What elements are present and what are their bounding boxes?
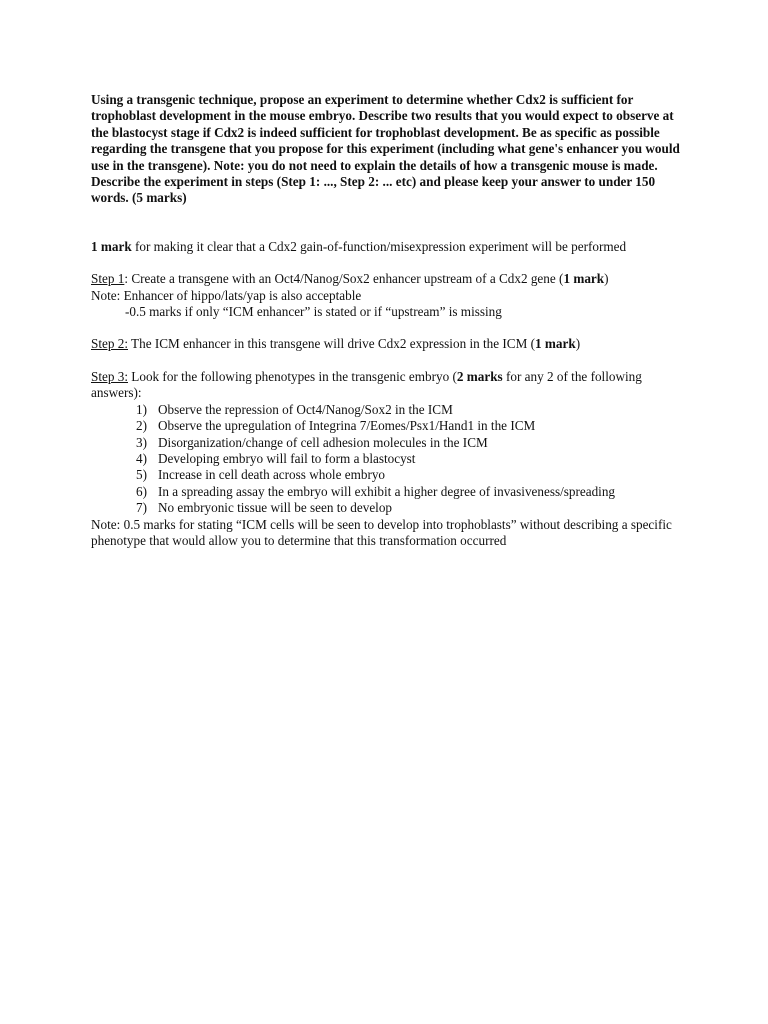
step-2-line [91, 336, 681, 352]
list-item [91, 402, 681, 418]
list-item [91, 451, 681, 467]
step-1-text: Create a transgene with an Oct4/Nanog/Sox2 enhancer upstream of a Cdx2 gene ( [131, 271, 564, 287]
list-item [91, 484, 681, 500]
list-item-text: In a spreading assay the embryo will exhibit a higher degree of invasiveness/spreading [158, 483, 616, 499]
step-3-text-2: for any 2 of the following answers): [91, 368, 642, 401]
list-item-number: 2) [136, 418, 147, 434]
question-text: Using a transgenic technique, propose an experiment to determine whether Cdx2 is sufficient for trophoblast development in the mouse embryo. Describe two results that you would expect to observe at the blastocyst stage if Cdx2 is indeed sufficient for trophoblast development. Be as specific as possible regarding the transgene that you propose for this experiment (including what gene's enhancer you would use in the transgene). Note: you do not need to explain the details of how a transgenic mouse is made. Describe the experiment in steps (Step 1: ..., Step 2: ... etc) and please keep your answer to under 150 words. (5 marks) [91, 92, 680, 206]
phenotype-list [91, 402, 681, 517]
step-1-close: ) [604, 271, 609, 287]
intro-criterion [91, 239, 681, 255]
intro-mark: 1 mark [91, 238, 132, 254]
step-2-mark: 1 mark [535, 336, 576, 352]
list-item-text: Disorganization/change of cell adhesion molecules in the ICM [158, 434, 488, 450]
list-item [91, 435, 681, 451]
list-item-text: Developing embryo will fail to form a blastocyst [158, 450, 416, 466]
step-3-note: Note: 0.5 marks for stating “ICM cells will be seen to develop into trophoblasts” without describing a specific phenotype that would allow you to determine that this transformation occurred [91, 516, 672, 548]
step-1-mark: 1 mark [563, 271, 605, 287]
list-item [91, 500, 681, 516]
step-1-sep: : [124, 271, 132, 287]
marking-scheme [91, 239, 681, 550]
list-item-number: 6) [136, 483, 147, 499]
step-1-label: Step 1 [91, 271, 125, 287]
step-3-label: Step 3: [91, 368, 128, 384]
intro-text: for making it clear that a Cdx2 gain-of-function/misexpression experiment will be performed [131, 238, 627, 254]
list-item-text: No embryonic tissue will be seen to develop [158, 500, 393, 516]
list-item-number: 5) [136, 467, 147, 483]
step-1-block [91, 271, 681, 320]
step-3-text: Look for the following phenotypes in the transgenic embryo ( [128, 368, 457, 384]
step-3-mark: 2 marks [456, 368, 503, 384]
document-page [91, 92, 681, 549]
list-item-text: Observe the repression of Oct4/Nanog/Sox2 in the ICM [158, 401, 453, 417]
list-item-text: Observe the upregulation of Integrina 7/Eomes/Psx1/Hand1 in the ICM [158, 418, 536, 434]
list-item [91, 467, 681, 483]
list-item-number: 1) [136, 401, 147, 417]
list-item-number: 7) [136, 500, 147, 516]
step-2-close: ) [575, 336, 581, 352]
step-2-label: Step 2: [91, 336, 128, 352]
step-1-note: Note: Enhancer of hippo/lats/yap is also acceptable [91, 287, 362, 303]
step-3-line [91, 369, 681, 402]
step-2-text: The ICM enhancer in this transgene will drive Cdx2 expression in the ICM ( [128, 336, 536, 352]
list-item [91, 418, 681, 434]
list-item-text: Increase in cell death across whole embryo [158, 467, 386, 483]
list-item-number: 4) [136, 450, 147, 466]
step-1-line [91, 271, 681, 287]
step-1-deduction: -0.5 marks if only “ICM enhancer” is stated or if “upstream” is missing [125, 304, 502, 320]
step-3-block [91, 369, 681, 549]
list-item-number: 3) [136, 434, 147, 450]
